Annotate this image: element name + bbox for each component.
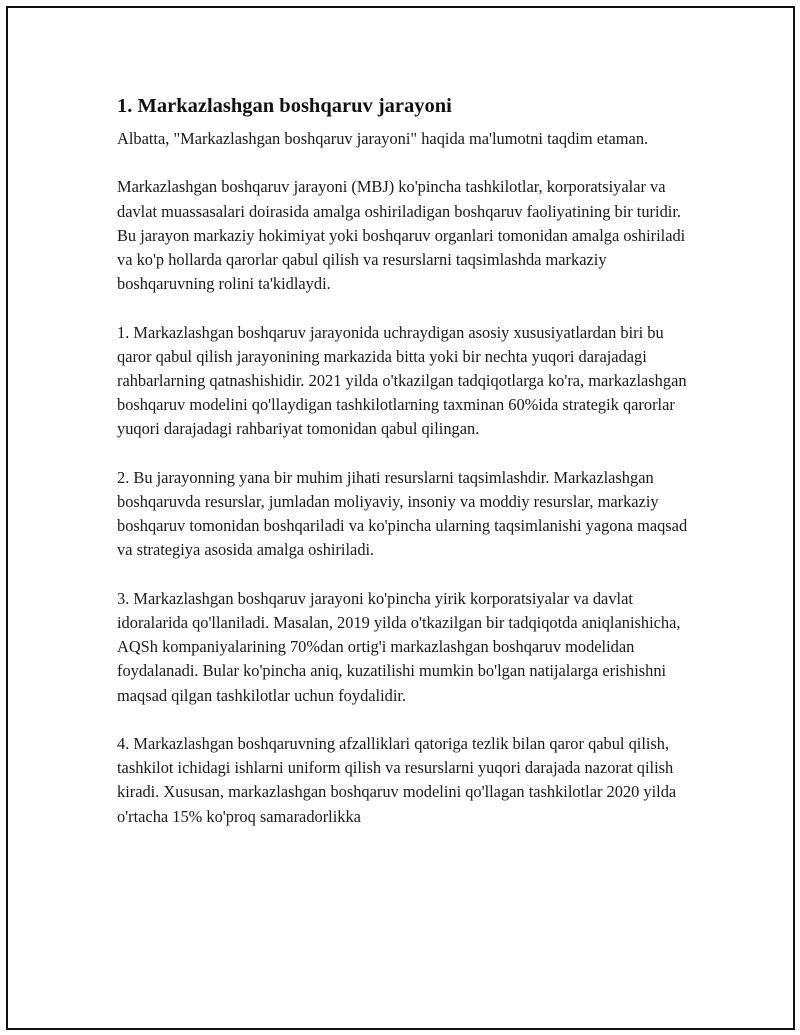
point-2-paragraph: 2. Bu jarayonning yana bir muhim jihati resurslarni taqsimlashdir. Markazlashgan boshqaruvda resurslar, jumladan moliyaviy, insoniy va moddiy resurslar, markaziy boshqaruv tomonidan boshqariladi va ko'pincha ularning taqsimlanishi yagona maqsad va strategiya asosida amalga oshiriladi.: [117, 467, 688, 560]
document-body: [117, 93, 692, 853]
point-4-paragraph: 4. Markazlashgan boshqaruvning afzalliklari qatoriga tezlik bilan qaror qabul qilish, tashkilot ichidagi ishlarni uniform qilish va resurslarni yuqori darajada nazorat qilish kiradi. Xususan, markazlashgan boshqaruv modelini qo'llagan tashkilotlar 2020 yilda o'rtacha 15% ko'proq samaradorlikka: [117, 734, 677, 826]
intro-paragraph: Albatta, "Markazlashgan boshqaruv jarayoni" haqida ma'lumotni taqdim etaman.: [117, 129, 649, 148]
definition-paragraph: Markazlashgan boshqaruv jarayoni (MBJ) ko'pincha tashkilotlar, korporatsiyalar va davlat muassasalari doirasida amalga oshiriladigan boshqaruv faoliyatining bir turidir. Bu jarayon markaziy hokimiyat yoki boshqaruv organlari tomonidan amalga oshiriladi va ko'p hollarda qarorlar qabul qilish va resurslarni taqsimlashda markaziy boshqaruvning rolini ta'kidlaydi.: [117, 177, 686, 294]
point-1-paragraph: 1. Markazlashgan boshqaruv jarayonida uchraydigan asosiy xususiyatlardan biri bu qaror qabul qilish jarayonining markazida bitta yoki bir nechta yuqori darajadagi rahbarlarning qatnashishidir. 2021 yilda o'tkazilgan tadqiqotlarga ko'ra, markazlashgan boshqaruv modelini qo'llaydigan tashkilotlarning taxminan 60%ida strategik qarorlar yuqori darajadagi rahbariyat tomonidan qabul qilingan.: [117, 322, 687, 439]
point-3-paragraph: 3. Markazlashgan boshqaruv jarayoni ko'pincha yirik korporatsiyalar va davlat idoralarida qo'llaniladi. Masalan, 2019 yilda o'tkazilgan bir tadqiqotda aniqlanishicha, AQSh kompaniyalarining 70%dan ortig'i markazlashgan boshqaruv modelidan foydalanadi. Bular ko'pincha aniq, kuzatilishi mumkin bo'lgan natijalarga erishishni maqsad qilgan tashkilotlar uchun foydalidir.: [117, 588, 681, 705]
document-title: 1. Markazlashgan boshqaruv jarayoni: [117, 95, 452, 117]
